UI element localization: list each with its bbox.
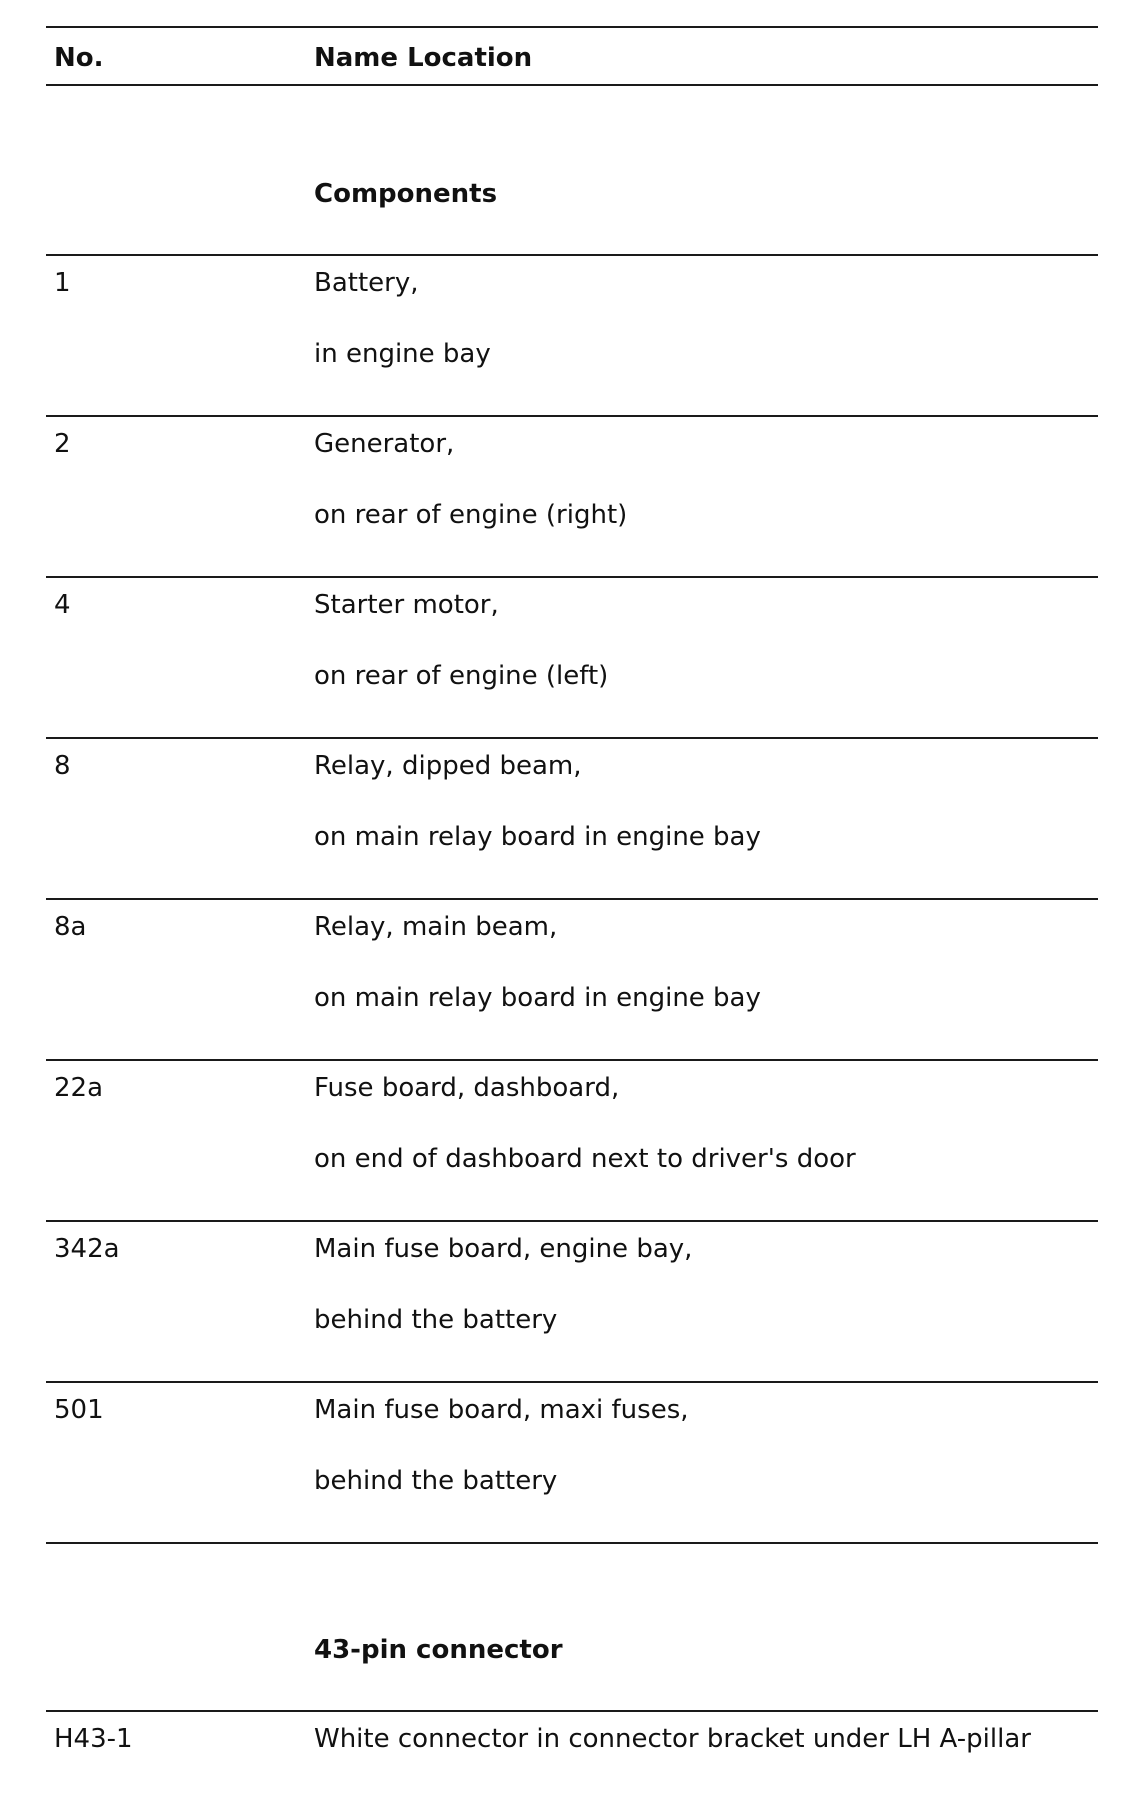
table-row bbox=[46, 254, 1098, 415]
row-number: 22a bbox=[54, 1073, 104, 1103]
section-title: 43-pin connector bbox=[314, 1635, 563, 1665]
row-name: Generator, bbox=[314, 429, 455, 459]
row-number: 4 bbox=[54, 590, 71, 620]
section-title: Components bbox=[314, 179, 498, 209]
row-location: on rear of engine (right) bbox=[314, 500, 628, 530]
row-number: H43-1 bbox=[54, 1724, 133, 1754]
row-location: behind the battery bbox=[314, 1305, 558, 1335]
row-name: Battery, bbox=[314, 268, 419, 298]
table-row bbox=[46, 576, 1098, 737]
table-row bbox=[46, 898, 1098, 1059]
row-number: 2 bbox=[54, 429, 71, 459]
row-name: Main fuse board, engine bay, bbox=[314, 1234, 693, 1264]
row-location: on main relay board in engine bay bbox=[314, 983, 761, 1013]
table-row bbox=[46, 1710, 1098, 1780]
row-number: 8 bbox=[54, 751, 71, 781]
table-header bbox=[46, 26, 1098, 84]
header-name-location: Name Location bbox=[314, 43, 533, 73]
parts-table bbox=[46, 26, 1098, 1780]
row-name: Main fuse board, maxi fuses, bbox=[314, 1395, 689, 1425]
table-row bbox=[46, 1381, 1098, 1542]
row-location: on end of dashboard next to driver's door bbox=[314, 1144, 856, 1174]
section-heading-43-pin-connector bbox=[46, 1542, 1098, 1710]
table-row bbox=[46, 1059, 1098, 1220]
table-row bbox=[46, 737, 1098, 898]
row-name: White connector in connector bracket under LH A-pillar bbox=[314, 1724, 1031, 1754]
row-location: in engine bay bbox=[314, 339, 491, 369]
row-name: Fuse board, dashboard, bbox=[314, 1073, 620, 1103]
row-location: on main relay board in engine bay bbox=[314, 822, 761, 852]
header-no: No. bbox=[54, 43, 104, 73]
row-name: Starter motor, bbox=[314, 590, 499, 620]
row-number: 501 bbox=[54, 1395, 104, 1425]
section-heading-components bbox=[46, 84, 1098, 254]
row-number: 8a bbox=[54, 912, 87, 942]
row-location: behind the battery bbox=[314, 1466, 558, 1496]
row-name: Relay, main beam, bbox=[314, 912, 558, 942]
row-name: Relay, dipped beam, bbox=[314, 751, 582, 781]
table-row bbox=[46, 415, 1098, 576]
row-location: on rear of engine (left) bbox=[314, 661, 609, 691]
row-number: 342a bbox=[54, 1234, 120, 1264]
row-number: 1 bbox=[54, 268, 71, 298]
table-row bbox=[46, 1220, 1098, 1381]
